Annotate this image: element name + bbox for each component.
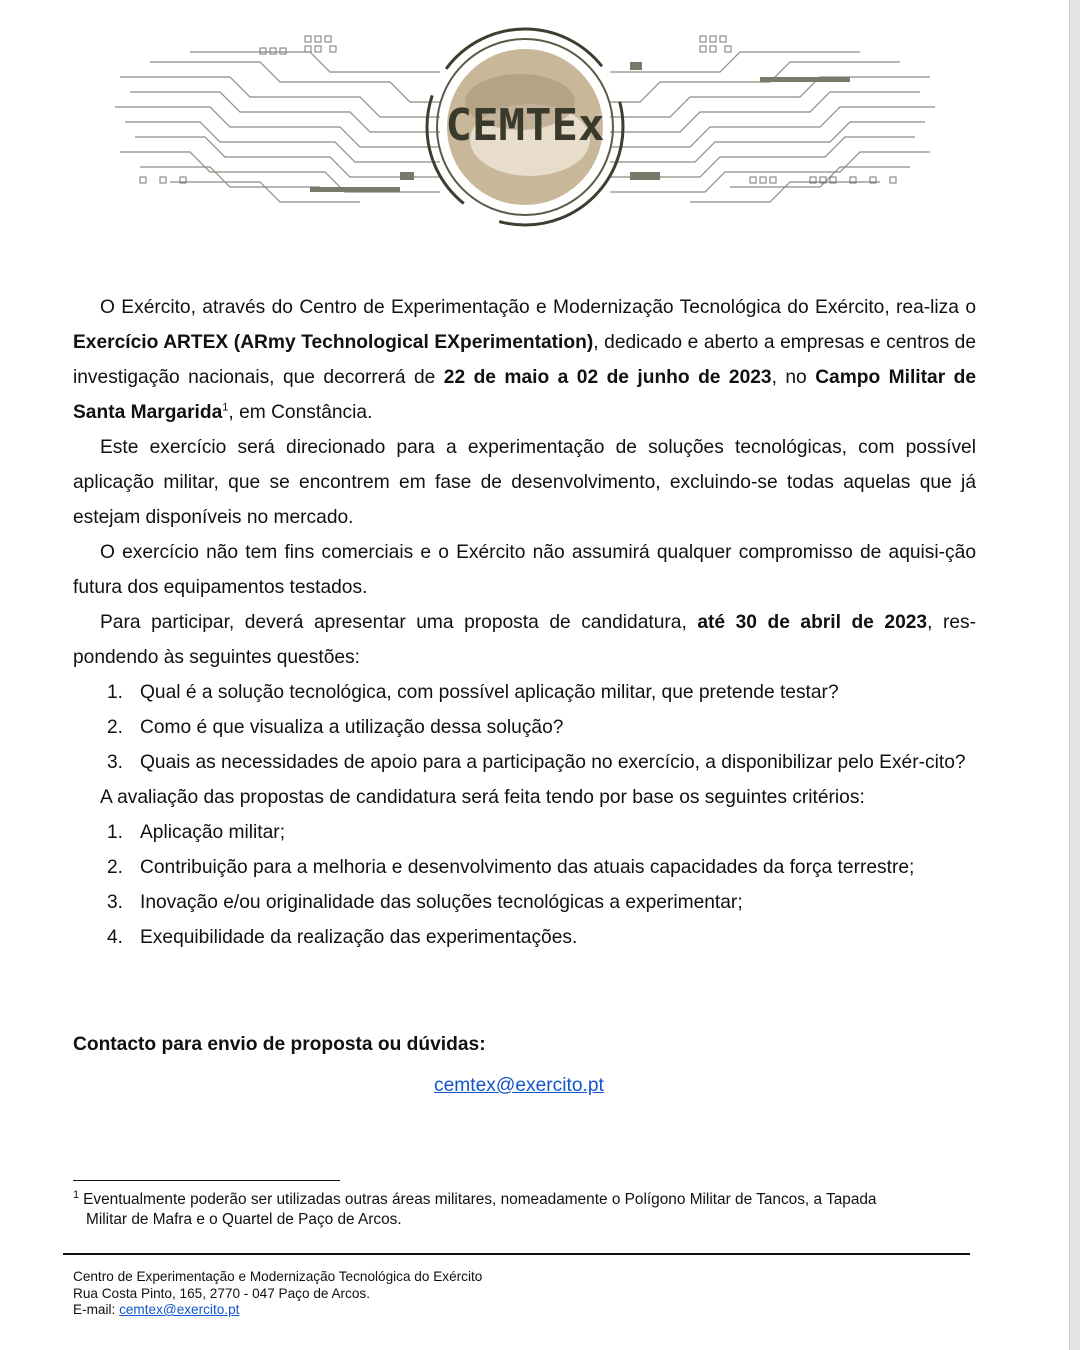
footnote-text-cont: Militar de Mafra e o Quartel de Paço de Arcos. — [86, 1211, 402, 1228]
footnote-separator — [73, 1180, 340, 1181]
footer-address: Rua Costa Pinto, 165, 2770 - 047 Paço de Arcos. — [73, 1285, 370, 1301]
paragraph-participation: Para participar, deverá apresentar uma proposta de candidatura, até 30 de abril de 2023, res-pondendo às seguintes questões: — [73, 612, 976, 668]
list-item: 1. Qual é a solução tecnológica, com possível aplicação militar, que pretende testar? — [107, 682, 839, 703]
footer-org: Centro de Experimentação e Modernização Tecnológica do Exército — [73, 1269, 483, 1284]
footnote-mark: 1 — [73, 1188, 80, 1201]
circuit-banner-graphic — [110, 22, 940, 242]
list-item: 2. Contribuição para a melhoria e desenvolvimento das atuais capacidades da força terrestre; — [107, 857, 915, 878]
footnote — [73, 1190, 973, 1230]
contact-heading: Contacto para envio de proposta ou dúvidas: — [73, 1034, 486, 1055]
questions-list — [73, 675, 976, 780]
page-edge — [1069, 0, 1080, 1350]
footer-email-link[interactable]: cemtex@exercito.pt — [119, 1302, 240, 1317]
header-banner — [110, 22, 940, 242]
list-item: 1. Aplicação militar; — [107, 822, 286, 843]
paragraph-intro: O Exército, através do Centro de Experimentação e Modernização Tecnológica do Exército, rea-liza o Exercício ARTEX (ARmy Technological EXperimentation), dedicado e aberto a empresas e centros de investigação nacionais, que decorrerá de 22 de maio a 02 de junho de 2023, no Campo Militar de Santa Margarida$^1$, em Constância. — [73, 297, 977, 423]
contact-email-link[interactable]: cemtex@exercito.pt — [434, 1075, 604, 1096]
paragraph-scope: Este exercício será direcionado para a experimentação de soluções tecnológicas, com possível aplicação militar, que se encontrem em fase de desenvolvimento, excluindo-se todas aquelas que já estejam disponíveis no mercado. — [73, 437, 976, 528]
logo-text: CEMTEx — [445, 100, 605, 151]
footnote-text: Eventualmente poderão ser utilizadas outras áreas militares, nomeadamente o Polígono Militar de Tancos, a Tapada — [83, 1191, 877, 1208]
page-footer — [73, 1269, 773, 1319]
footnote-ref: 1 — [222, 401, 229, 414]
document-body — [73, 290, 976, 955]
list-item: 3. Quais as necessidades de apoio para a participação no exercício, a disponibilizar pelo Exér-cito? — [107, 752, 966, 773]
footer-email-label: E-mail: — [73, 1302, 116, 1317]
footer-email-row — [73, 1302, 773, 1319]
criteria-list — [73, 815, 976, 955]
footer-separator — [63, 1253, 970, 1255]
list-item: 2. Como é que visualiza a utilização dessa solução? — [107, 717, 564, 738]
paragraph-commercial: O exercício não tem fins comerciais e o Exército não assumirá qualquer compromisso de aquisi-ção futura dos equipamentos testados. — [73, 542, 976, 598]
list-item: 4. Exequibilidade da realização das experimentações. — [107, 927, 578, 948]
list-item: 3. Inovação e/ou originalidade das soluções tecnológicas a experimentar; — [107, 892, 743, 913]
paragraph-criteria: A avaliação das propostas de candidatura será feita tendo por base os seguintes critérios: — [100, 787, 865, 808]
